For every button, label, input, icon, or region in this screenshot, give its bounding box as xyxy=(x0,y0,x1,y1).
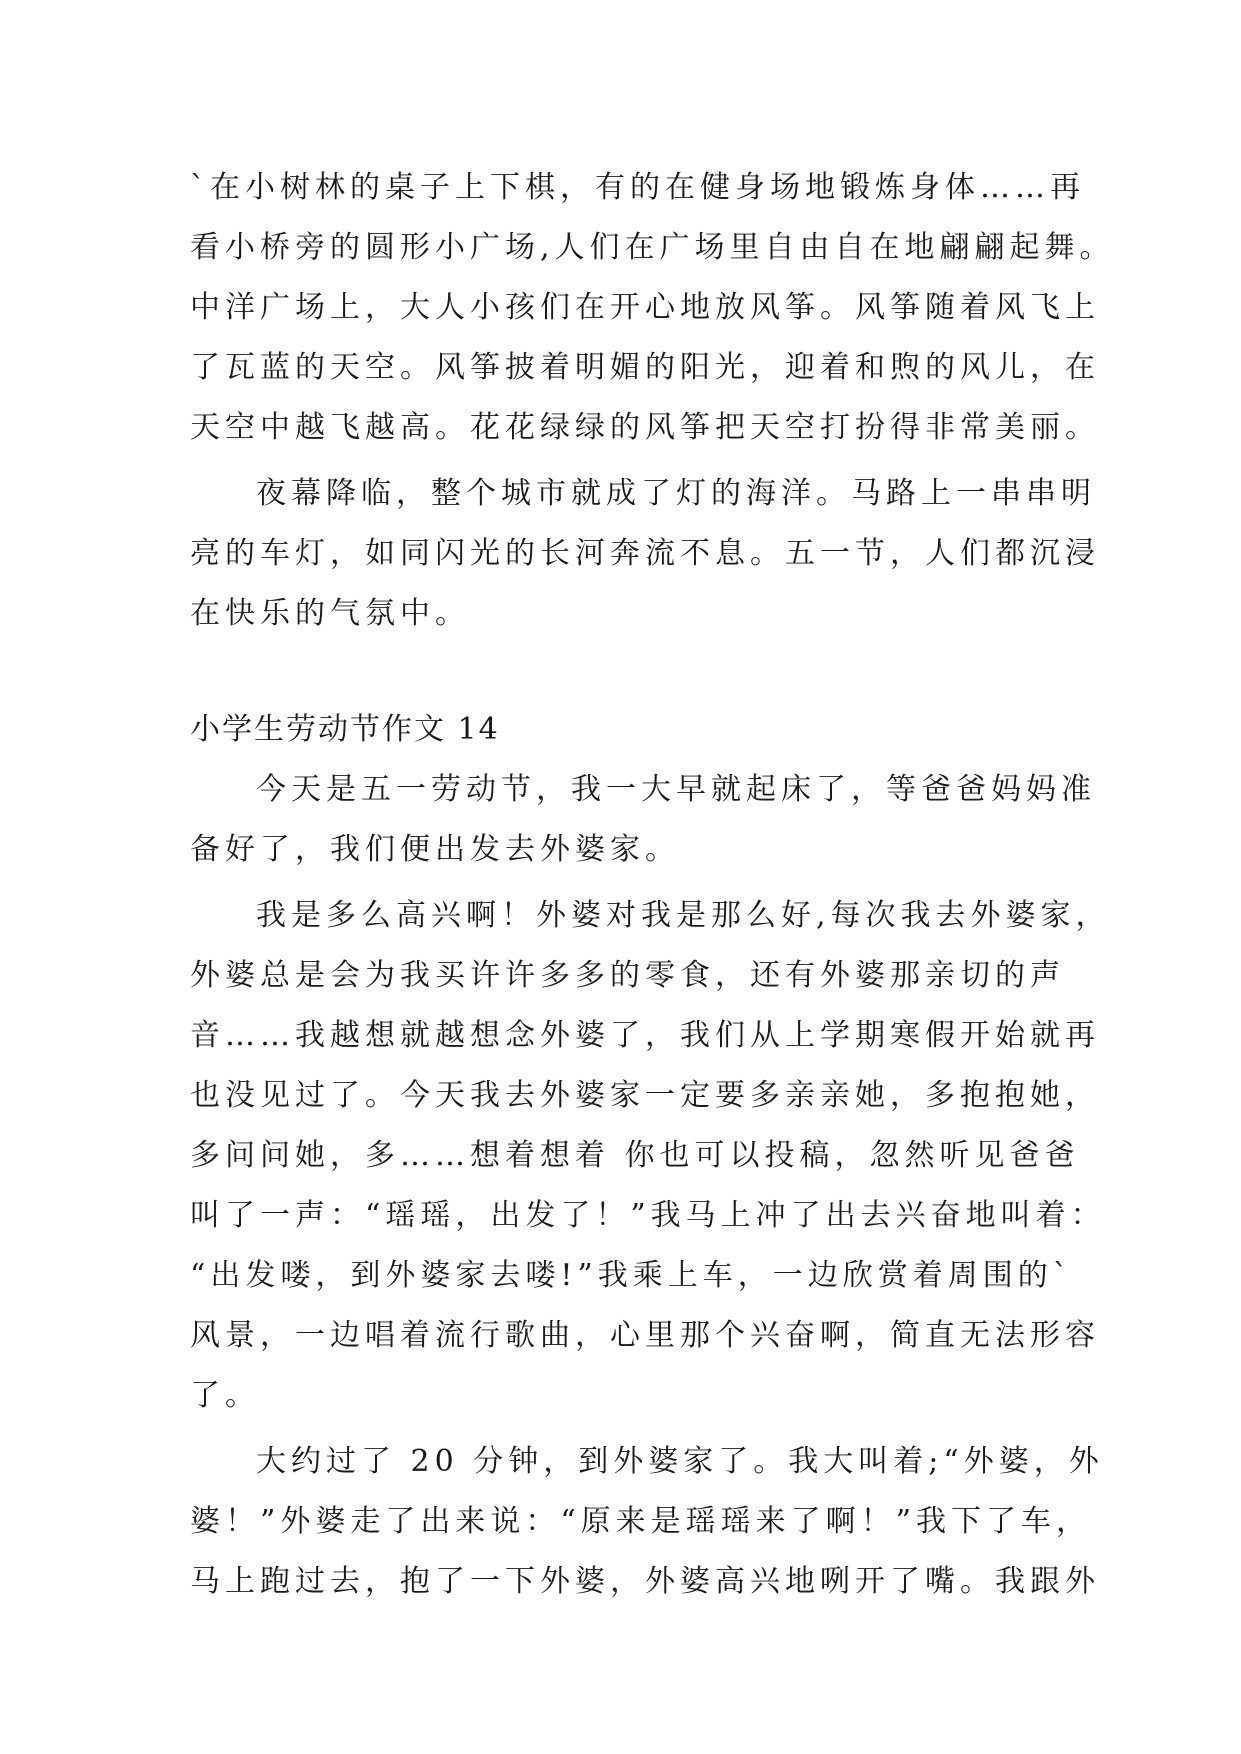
text-line: 天空中越飞越高。花花绿绿的风筝把天空打扮得非常美丽。 xyxy=(190,410,1100,445)
text-line: 大约过了 20 分钟，到外婆家了。我大叫着;“外婆，外 xyxy=(256,1444,1104,1479)
paragraph xyxy=(190,464,1100,644)
text-line: 夜幕降临，整个城市就成了灯的海洋。马路上一串串明 xyxy=(256,476,1096,511)
text-line: `在小树林的桌子上下棋，有的在健身场地锻炼身体……再 xyxy=(190,170,1085,205)
text-line: 婆！”外婆走了出来说：“原来是瑶瑶来了啊！”我下了车， xyxy=(190,1504,1092,1539)
text-line: 今天是五一劳动节，我一大早就起床了，等爸爸妈妈准 xyxy=(256,772,1096,807)
text-line: 风景，一边唱着流行歌曲，心里那个兴奋啊，简直无法形容 xyxy=(190,1318,1100,1353)
paragraph xyxy=(190,158,1115,458)
text-line: 多问问她，多……想着想着 你也可以投稿，忽然听见爸爸 xyxy=(190,1138,1080,1173)
text-line: 了。 xyxy=(190,1378,260,1413)
section-title: 小学生劳动节作文 14 xyxy=(190,712,500,747)
text-line: 看小桥旁的圆形小广场,人们在广场里自由自在地翩翩起舞。 xyxy=(190,230,1115,265)
paragraph xyxy=(190,760,1096,880)
text-line: 了瓦蓝的天空。风筝披着明媚的阳光，迎着和煦的风儿，在 xyxy=(190,350,1100,385)
text-line: 备好了，我们便出发去外婆家。 xyxy=(190,832,680,867)
text-line: 叫了一声：“瑶瑶，出发了！”我马上冲了出去兴奋地叫着： xyxy=(190,1198,1106,1233)
paragraph xyxy=(190,1432,1104,1612)
text-line: 亮的车灯，如同闪光的长河奔流不息。五一节，人们都沉浸 xyxy=(190,536,1100,571)
section-spacer xyxy=(190,644,1070,700)
text-line: 也没见过了。今天我去外婆家一定要多亲亲她，多抱抱她， xyxy=(190,1078,1100,1113)
text-line: 我是多么高兴啊！外婆对我是那么好,每次我去外婆家， xyxy=(256,898,1111,933)
text-line: 音……我越想就越想念外婆了，我们从上学期寒假开始就再 xyxy=(190,1018,1100,1053)
text-line: 中洋广场上，大人小孩们在开心地放风筝。风筝随着风飞上 xyxy=(190,290,1100,325)
text-line: 马上跑过去，抱了一下外婆，外婆高兴地咧开了嘴。我跟外 xyxy=(190,1564,1100,1599)
text-line: 在快乐的气氛中。 xyxy=(190,596,470,631)
text-line: “出发喽，到外婆家去喽!”我乘上车，一边欣赏着周围的` xyxy=(190,1258,1073,1293)
document-body xyxy=(190,158,1115,1612)
paragraph xyxy=(190,886,1111,1426)
text-line: 外婆总是会为我买许许多多的零食，还有外婆那亲切的声 xyxy=(190,958,1065,993)
